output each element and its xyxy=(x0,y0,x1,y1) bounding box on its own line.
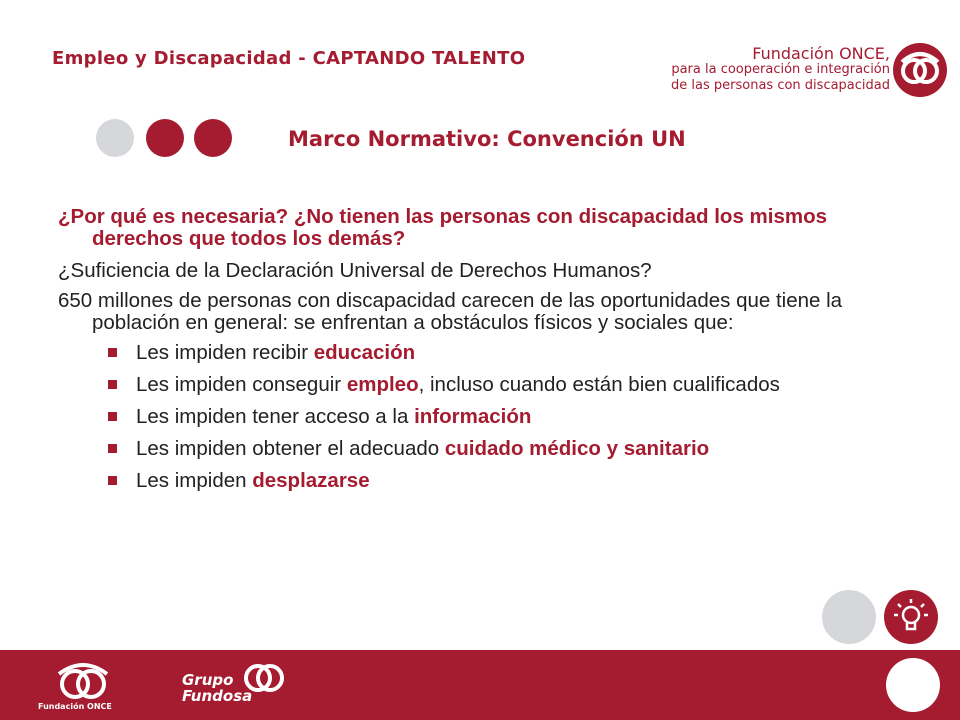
brand-line-2: para la cooperación e integración xyxy=(671,62,890,77)
fundacion-once-logo-icon xyxy=(892,42,948,98)
bullet-item: Les impiden recibir educación xyxy=(58,342,898,364)
question-text: ¿Por qué es necesaria? ¿No tienen las personas con discapacidad los mismos derechos que todos los demás? xyxy=(58,205,828,250)
lightbulb-circle xyxy=(884,590,938,644)
bullet-item: Les impiden conseguir empleo, incluso cuando están bien cualificados xyxy=(58,374,898,396)
bullet-square-icon xyxy=(108,412,117,421)
bullet-item: Les impiden tener acceso a la información xyxy=(58,406,898,428)
bullet-square-icon xyxy=(108,444,117,453)
bullet-square-icon xyxy=(108,380,117,389)
grupo-fundosa-line-2: Fundosa xyxy=(182,687,253,705)
bullet-list xyxy=(58,342,898,492)
footer-logo1-label: Fundación ONCE xyxy=(38,702,112,711)
grupo-fundosa-label xyxy=(182,672,252,704)
grey-circle-decoration xyxy=(822,590,876,644)
bullet-item: Les impiden obtener el adecuado cuidado médico y sanitario xyxy=(58,438,898,460)
brand-line-3: de las personas con discapacidad xyxy=(671,78,890,93)
bullet-square-icon xyxy=(108,476,117,485)
red-dot xyxy=(194,119,232,157)
red-dot xyxy=(146,119,184,157)
brand-line-1: Fundación ONCE, xyxy=(752,44,890,63)
declaration-text: ¿Suficiencia de la Declaración Universal de Derechos Humanos? xyxy=(58,259,652,282)
white-circle-decoration xyxy=(886,658,940,712)
slide-body xyxy=(58,206,898,502)
section-dots xyxy=(95,117,235,159)
lightbulb-icon xyxy=(884,590,938,644)
brand-block xyxy=(660,42,950,102)
bullet-item: Les impiden desplazarse xyxy=(58,470,898,492)
grey-dot xyxy=(96,119,134,157)
header-title: Empleo y Discapacidad - CAPTANDO TALENTO xyxy=(52,48,526,69)
section-title: Marco Normativo: Convención UN xyxy=(288,127,686,151)
intro-text: 650 millones de personas con discapacidad carecen de las oportunidades que tiene la población en general: se enfrentan a obstáculos físicos y sociales que: xyxy=(58,289,843,334)
bullet-square-icon xyxy=(108,348,117,357)
brand-text xyxy=(660,46,890,94)
grupo-fundosa-line-1: Grupo xyxy=(182,671,234,689)
